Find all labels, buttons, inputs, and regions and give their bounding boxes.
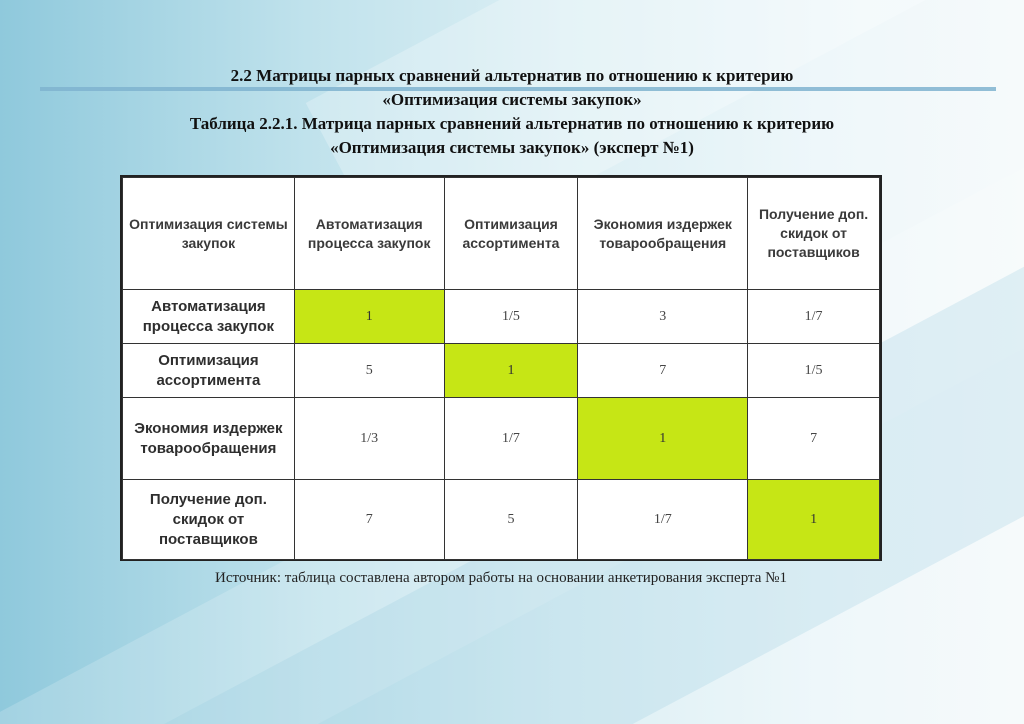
- diagonal-cell: 1: [294, 290, 444, 344]
- heading-line-1: 2.2 Матрицы парных сравнений альтернатив по отношению к критерию: [230, 66, 794, 85]
- slide-heading: [60, 64, 964, 160]
- heading-line-3: Таблица 2.2.1. Матрица парных сравнений альтернатив по отношению к критерию: [189, 114, 835, 133]
- table-cell: 1/5: [444, 290, 578, 344]
- diagonal-cell: 1: [444, 344, 578, 398]
- column-header: Экономия издержек товарообращения: [578, 178, 748, 290]
- diagonal-cell: 1: [748, 480, 880, 560]
- table-cell: 7: [578, 344, 748, 398]
- table-cell: 5: [444, 480, 578, 560]
- row-header: Автоматизация процесса закупок: [123, 290, 295, 344]
- row-header: Экономия издержек товарообращения: [123, 398, 295, 480]
- table-row: [123, 344, 880, 398]
- table-cell: 5: [294, 344, 444, 398]
- column-header: Оптимизация ассортимента: [444, 178, 578, 290]
- table-row: [123, 398, 880, 480]
- column-header: Автоматизация процесса закупок: [294, 178, 444, 290]
- table-cell: 7: [748, 398, 880, 480]
- column-header: Получение доп. скидок от поставщиков: [748, 178, 880, 290]
- row-header: Оптимизация ассортимента: [123, 344, 295, 398]
- table-cell: 1/7: [444, 398, 578, 480]
- table-cell: 7: [294, 480, 444, 560]
- comparison-table-frame: [120, 175, 882, 561]
- table-cell: 1/7: [578, 480, 748, 560]
- corner-header: Оптимизация системы закупок: [123, 178, 295, 290]
- table-cell: 1/5: [748, 344, 880, 398]
- heading-line-4: «Оптимизация системы закупок» (эксперт №1): [330, 138, 694, 157]
- source-note: Источник: таблица составлена автором работы на основании анкетирования эксперта №1: [215, 570, 787, 586]
- diagonal-cell: 1: [578, 398, 748, 480]
- table-row: [123, 290, 880, 344]
- table-cell: 1/7: [748, 290, 880, 344]
- table-cell: 3: [578, 290, 748, 344]
- table-cell: 1/3: [294, 398, 444, 480]
- table-row: [123, 480, 880, 560]
- heading-line-2: «Оптимизация системы закупок»: [382, 90, 642, 109]
- row-header: Получение доп. скидок от поставщиков: [123, 480, 295, 560]
- header-row: [123, 178, 880, 290]
- pairwise-comparison-table: [122, 177, 880, 560]
